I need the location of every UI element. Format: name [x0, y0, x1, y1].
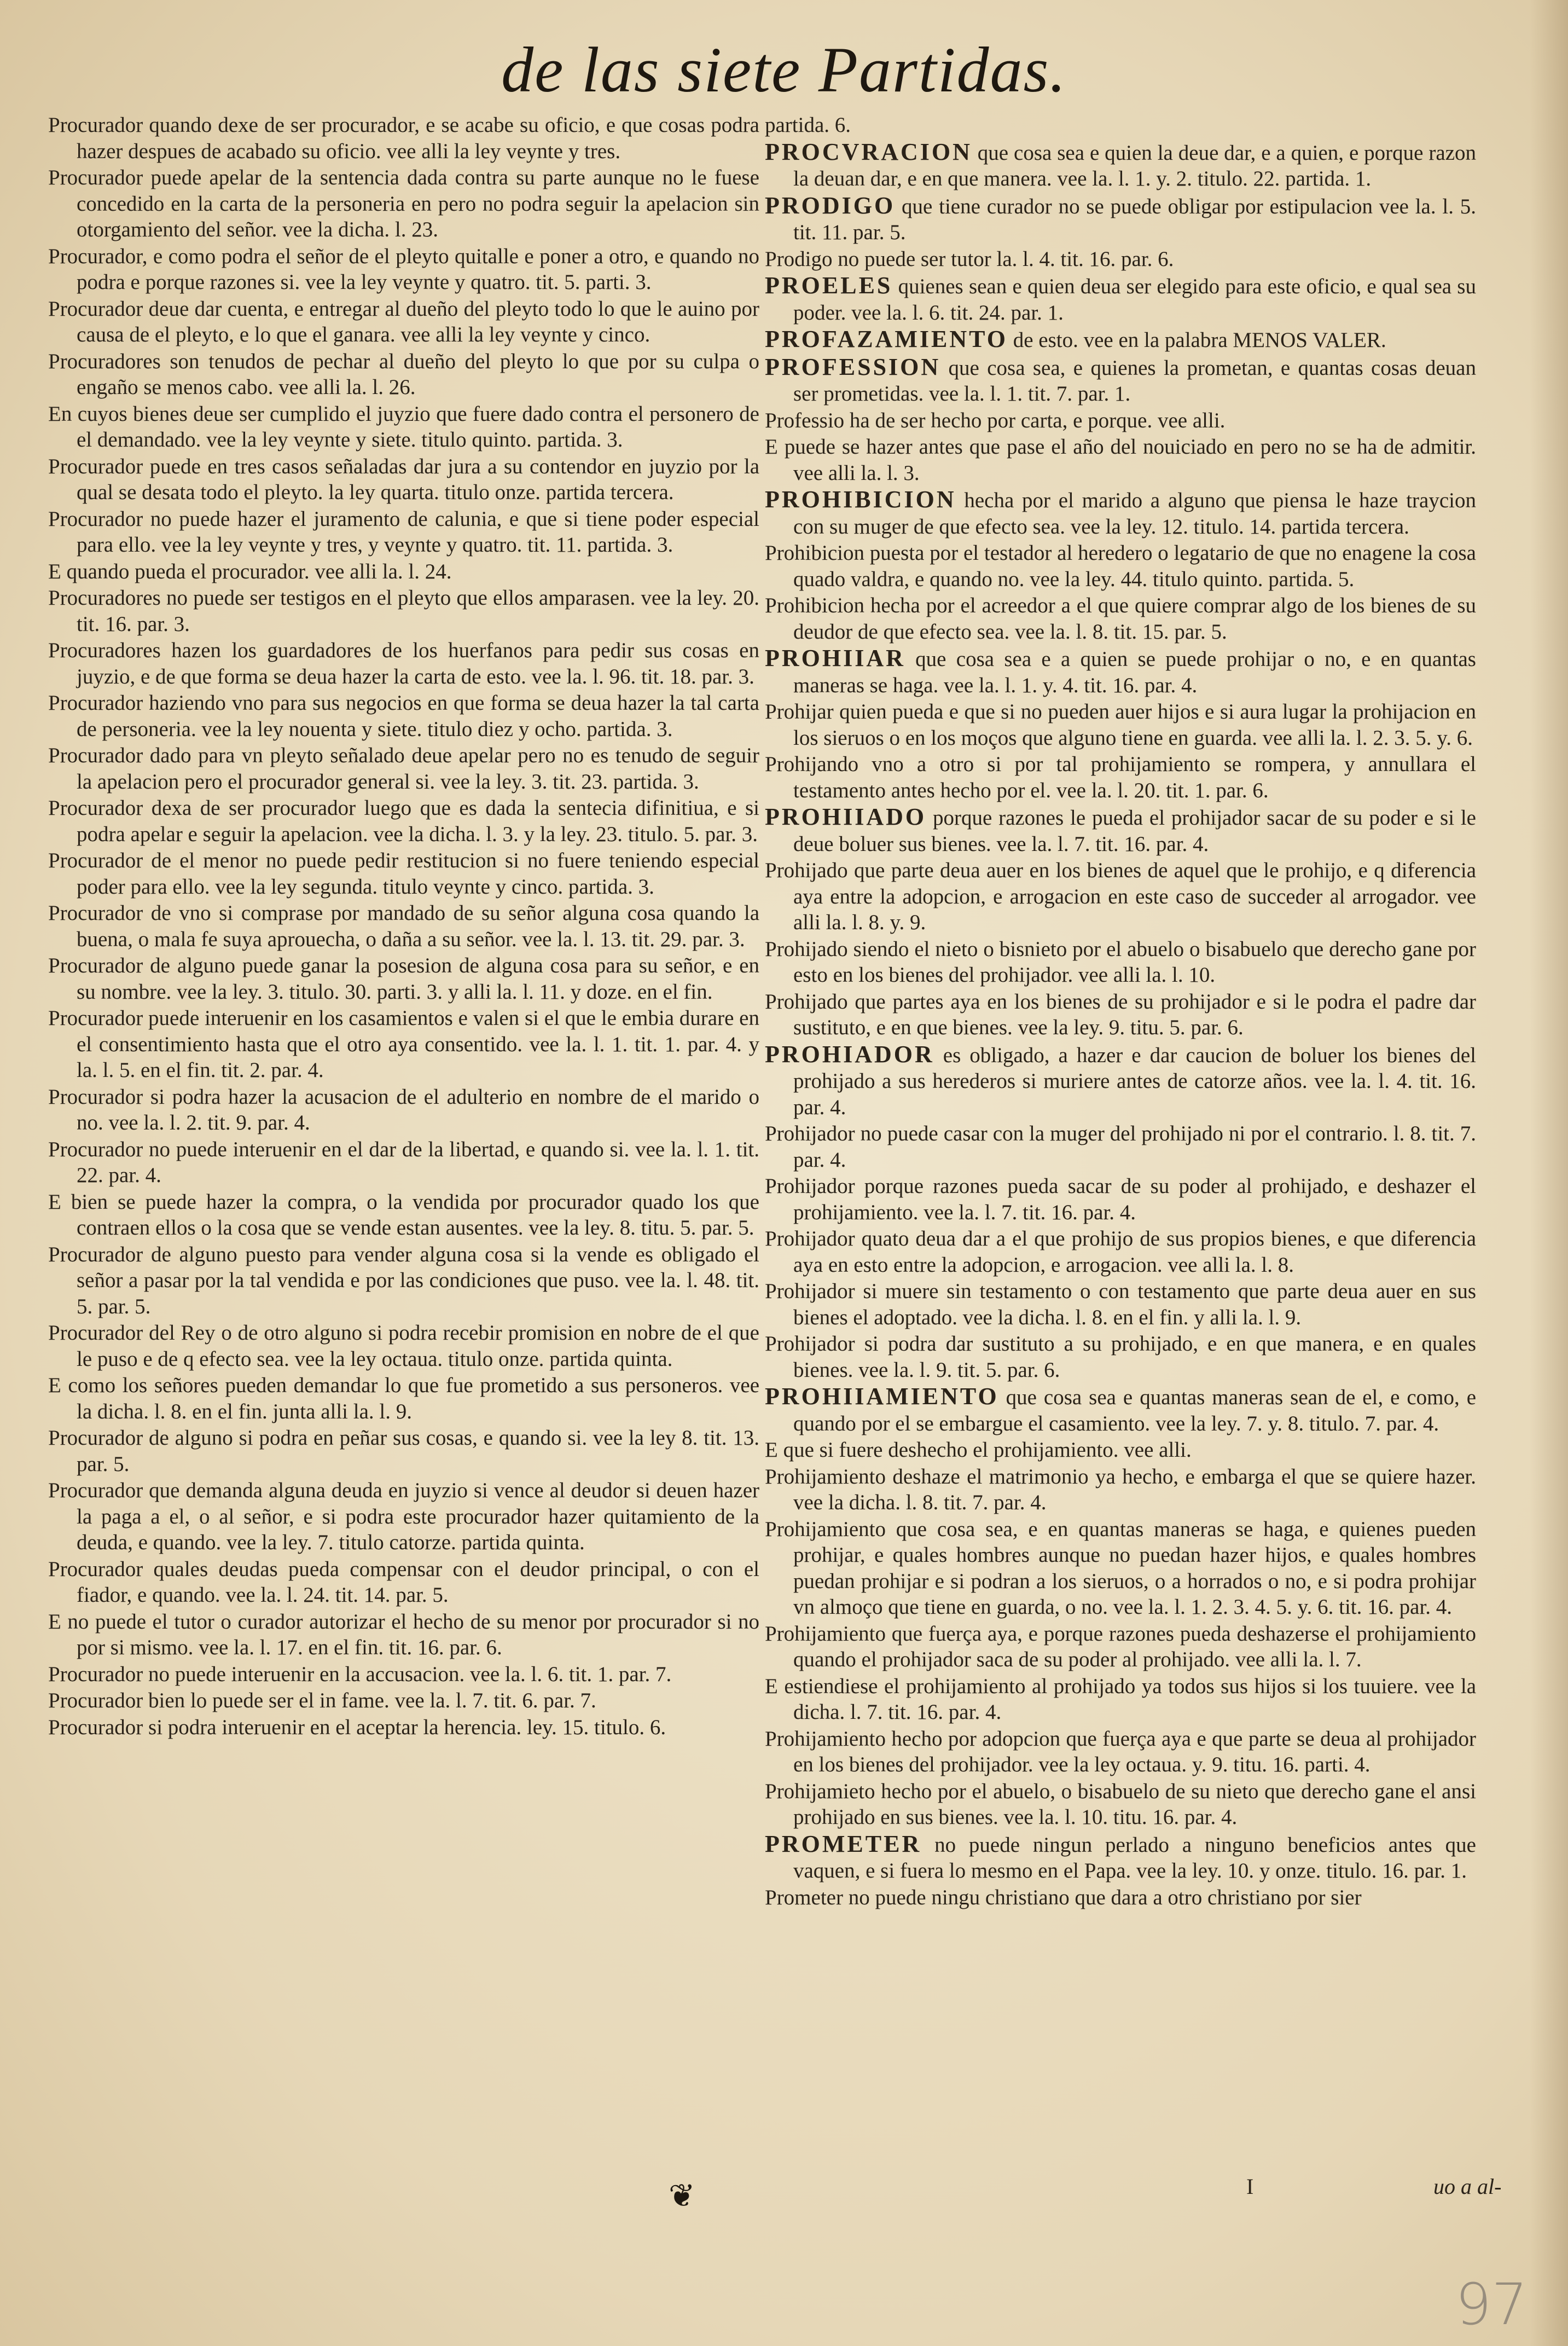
entry-text: que cosa sea e a quien se puede prohijar o no, e en quantas maneras se haga. vee la. l. 1. y. 4. tit. 16. par. 4. [793, 647, 1476, 697]
index-entry: Procurador que demanda alguna deuda en juyzio si vence al deudor si deuen hazer la paga a el, o al señor, e si podra este procurador hazer quitamiento de la deuda, e quando. vee la ley. 7. titulo catorze. partida quinta. [48, 1479, 759, 1554]
index-entry: Procurador bien lo puede ser el in fame. vee la. l. 7. tit. 6. par. 7. [48, 1689, 596, 1712]
index-entry [765, 989, 1476, 1041]
index-entry: Procurador de alguno si podra en peñar sus cosas, e quando si. vee la ley 8. tit. 13. par. 5. [48, 1426, 759, 1476]
index-entry [765, 1673, 1476, 1725]
index-entry: Procuradores son tenudos de pechar al dueño del pleyto lo que por su culpa o engaño se menos cabo. vee alli la. l. 26. [48, 349, 759, 399]
entry-text: Prohijador si muere sin testamento o con testamento que parte deua auer en sus bienes el adoptado. vee la dicha. l. 8. en el fin. y alli la. l. 9. [765, 1279, 1476, 1329]
entry-text: Prohijador quato deua dar a el que prohijo de sus propios bienes, e que diferencia aya en esto entre la adopcion, e arrogacion. vee alli la. l. 8. [765, 1227, 1476, 1277]
index-entry [765, 354, 1476, 407]
index-entry: Procurador, e como podra el señor de el pleyto quitalle e poner a otro, e quando no podra e porque razones si. vee la ley veynte y quatro. tit. 5. parti. 3. [48, 244, 759, 294]
entry-headword: PROCVRACION [765, 138, 972, 165]
entry-text: Prohijado siendo el nieto o bisnieto por el abuelo o bisabuelo que derecho gane por esto en los bienes del prohijador. vee alli la. l. 10. [765, 937, 1476, 987]
index-entry [765, 593, 1476, 645]
entry-text: E puede se hazer antes que pase el año del nouiciado en pero no se ha de admitir. vee alli la. l. 3. [765, 435, 1476, 485]
index-entry: E bien se puede hazer la compra, o la vendida por procurador quado los que contraen ellos o la cosa que se vende estan ausentes. vee la ley. 8. titu. 5. par. 5. [48, 1190, 759, 1239]
right-column [765, 112, 1476, 2181]
index-entry: Procurador quando dexe de ser procurador, e se acabe su oficio, e que cosas podra hazer despues de acabado su oficio. vee alli la ley veynte y tres. [48, 113, 759, 163]
entry-text: Prohijamiento que fuerça aya, e porque razones pueda deshazerse el prohijamiento quando el prohijador saca de su poder al prohijado. vee alli la. l. 7. [765, 1621, 1476, 1671]
left-column [48, 112, 759, 2181]
index-entry [765, 858, 1476, 936]
entry-text: Prohijar quien pueda e que si no pueden auer hijos e si aura lugar la prohijacion en los sieruos o en los moços que alguno tiene en guarda. vee alli la. l. 2. 3. 5. y. 6. [765, 700, 1476, 750]
entry-headword: PRODIGO [765, 192, 896, 219]
entry-headword: PROHIIAR [765, 645, 905, 671]
index-entry: Procurador no puede interuenir en la accusacion. vee la. l. 6. tit. 1. par. 7. [48, 1662, 672, 1686]
entry-text: porque razones le pueda el prohijador sacar de su poder e si le deue boluer sus bienes. vee la. l. 7. tit. 16. par. 4. [793, 806, 1476, 856]
entry-text: Prohibicion puesta por el testador al heredero o legatario de que no enagene la cosa quado valdra, e quando no. vee la ley. 44. titulo quinto. partida. 5. [765, 541, 1476, 591]
entry-headword: PROHIIADO [765, 803, 927, 830]
index-entry [765, 1437, 1476, 1463]
entry-text: Prohijamiento deshaze el matrimonio ya hecho, e embarga el que se quiere hazer. vee la dicha. l. 8. tit. 7. par. 4. [765, 1464, 1476, 1514]
index-entry [765, 1278, 1476, 1330]
entry-headword: PROHIADOR [765, 1040, 934, 1068]
entry-text: que cosa sea e quien la deue dar, e a quien, e porque razon la deuan dar, e en que manera. vee la. l. 1. y. 2. titulo. 22. partida. 1. [793, 141, 1476, 190]
index-entry: E no puede el tutor o curador autorizar el hecho de su menor por procurador si no por si mismo. vee la. l. 17. en el fin. tit. 16. par. 6. [48, 1609, 759, 1659]
index-entry [765, 1383, 1476, 1436]
index-entry [765, 139, 1476, 192]
index-entry: En cuyos bienes deue ser cumplido el juyzio que fuere dado contra el personero de el demandado. vee la ley veynte y siete. titulo quinto. partida. 3. [48, 402, 759, 451]
index-entry: Procurador puede interuenir en los casamientos e valen si el que le embia durare en el consentimiento hasta que el otro aya consentido. vee la. l. 1. tit. 1. par. 4. y la. l. 5. en el fin. tit. 2. par. 4. [48, 1006, 759, 1082]
index-entry [765, 193, 1476, 246]
entry-text: Professio ha de ser hecho por carta, e porque. vee alli. [765, 408, 1226, 432]
index-entry [765, 645, 1476, 698]
index-entry [765, 486, 1476, 540]
entry-text: de esto. vee en la palabra MENOS VALER. [1007, 328, 1386, 352]
index-entry: Procurador quales deudas pueda compensar con el deudor principal, o con el fiador, e quando. vee la. l. 24. tit. 14. par. 5. [48, 1557, 759, 1607]
entry-text: que tiene curador no se puede obligar por estipulacion vee la. l. 5. tit. 11. par. 5. [793, 194, 1476, 244]
index-entry [765, 1121, 1476, 1173]
entry-text: Prodigo no puede ser tutor la. l. 4. tit. 16. par. 6. [765, 247, 1174, 271]
entry-text: E estiendiese el prohijamiento al prohijado ya todos sus hijos si los tuuiere. vee la dicha. l. 7. tit. 16. par. 4. [765, 1674, 1476, 1724]
index-entry [765, 699, 1476, 751]
entry-headword: PROFAZAMIENTO [765, 326, 1008, 352]
index-entry [765, 1621, 1476, 1673]
entry-text: Prohijador no puede casar con la muger del prohijado ni por el contrario. l. 8. tit. 7. par. 4. [765, 1122, 1476, 1172]
handwritten-folio-number: 97 [1455, 2271, 1528, 2338]
entry-text: que cosa sea, e quienes la prometan, e quantas cosas deuan ser prometidas. vee la. l. 1. tit. 7. par. 1. [793, 356, 1476, 406]
index-entry: Procurador haziendo vno para sus negocios en que forma se deua hazer la tal carta de personeria. vee la ley nouenta y siete. titulo diez y ocho. partida. 3. [48, 691, 759, 741]
index-entry [765, 804, 1476, 857]
entry-text: partida. 6. [765, 113, 851, 137]
entry-headword: PROMETER [765, 1830, 922, 1857]
entry-text: Prohijamiento que cosa sea, e en quantas maneras se haga, e quienes pueden prohijar, e quales hombres aunque no puedan hazer hijos, e quales hombres puedan prohijar e si podran a los sieruos, o a horrados o no, e si podra prohijar vn almoço que tiene en guarda, o no. vee la. l. 1. 2. 3. 4. 5. y. 6. tit. 16. par. 4. [765, 1517, 1476, 1619]
index-entry [765, 273, 1476, 326]
entry-text: quienes sean e quien deua ser elegido para este oficio, e qual sea su poder. vee la. l. 6. tit. 24. par. 1. [793, 275, 1476, 325]
index-entry: Procurador de alguno puede ganar la posesion de alguna cosa para su señor, e en su nombre. vee la ley. 3. titulo. 30. parti. 3. y alli la. l. 11. y doze. en el fin. [48, 954, 759, 1004]
index-entry [765, 246, 1476, 273]
entry-headword: PROHIBICION [765, 486, 956, 513]
index-entry: E quando pueda el procurador. vee alli la. l. 24. [48, 559, 452, 583]
index-entry: Procurador dexa de ser procurador luego que es dada la sentecia difinitiua, e si podra apelar e seguir la apelacion. vee la dicha. l. 3. y la ley. 23. titulo. 5. par. 3. [48, 796, 759, 846]
index-entry: Procurador de vno si comprase por mandado de su señor alguna cosa quando la buena, o mala fe suya aprouecha, o daña a su señor. vee la. l. 13. tit. 29. par. 3. [48, 901, 759, 951]
entry-text: Prohibicion hecha por el acreedor a el que quiere comprar algo de los bienes de su deudor de que efecto sea. vee la. l. 8. tit. 15. par. 5. [765, 594, 1476, 644]
page-edge-shadow [1530, 0, 1568, 2346]
index-entry: Procurador no puede interuenir en el dar de la libertad, e quando si. vee la. l. 1. tit. 22. par. 4. [48, 1137, 759, 1187]
entry-text: que cosa sea e quantas maneras sean de el, e como, e quando por el se embargue el casamiento. vee la ley. 7. y. 8. titulo. 7. par. 4. [793, 1386, 1476, 1435]
entry-text: Prohijamiento hecho por adopcion que fuerça aya e que parte se deua al prohijador en los bienes del prohijador. vee la ley octaua. y. 9. titu. 16. parti. 4. [765, 1727, 1476, 1776]
index-entry [765, 1885, 1476, 1911]
entry-text: Prohijado que partes aya en los bienes de su prohijador e si le podra el padre dar sustituto, e en que bienes. vee la ley. 9. titu. 5. par. 6. [765, 989, 1476, 1039]
index-entry: Procurador dado para vn pleyto señalado deue apelar pero no es tenudo de seguir la apelacion pero el procurador general si. vee la ley. 3. tit. 23. partida. 3. [48, 744, 759, 793]
index-entry [765, 751, 1476, 803]
index-entry: Procurador si podra hazer la acusacion de el adulterio en nombre de el marido o no. vee la. l. 2. tit. 9. par. 4. [48, 1085, 759, 1134]
index-entry [765, 1516, 1476, 1620]
catchword: uo a al- [1433, 2174, 1502, 2199]
index-entry [765, 112, 1476, 138]
index-entry [765, 1041, 1476, 1121]
entry-text: E que si fuere deshecho el prohijamiento. vee alli. [765, 1438, 1192, 1462]
index-entry: Procurador de alguno puesto para vender alguna cosa si la vende es obligado el señor a pasar por la tal vendida e por las condiciones que puso. vee la. l. 48. tit. 5. par. 5. [48, 1242, 759, 1318]
index-entry [765, 540, 1476, 592]
index-entry [765, 408, 1476, 434]
index-entry: Procurador de el menor no puede pedir restitucion si no fuere teniendo especial poder para ello. vee la ley segunda. titulo veynte y cinco. partida. 3. [48, 849, 759, 899]
entry-text: no puede ningun perlado a ninguno beneficios antes que vaquen, e si fuera lo mesmo en el Papa. vee la ley. 10. y onze. titulo. 16. par. 1. [793, 1833, 1476, 1882]
entry-headword: PROELES [765, 272, 893, 299]
index-entry: Procurador puede en tres casos señaladas dar jura a su contendor en juyzio por la qual se desata todo el pleyto. la ley quarta. titulo onze. partida tercera. [48, 454, 759, 504]
index-entry [765, 936, 1476, 988]
index-entry: E como los señores pueden demandar lo que fue prometido a sus personeros. vee la dicha. l. 8. en el fin. junta alli la. l. 9. [48, 1374, 759, 1423]
entry-text: Prohijado que parte deua auer en los bienes de aquel que le prohijo, e q diferencia aya entre la adopcion, e arrogacion en este caso de succeder al arrogador. vee alli la. l. 8. y. 9. [765, 859, 1476, 934]
entry-headword: PROHIIAMIENTO [765, 1383, 999, 1410]
index-entry: Procuradores no puede ser testigos en el pleyto que ellos amparasen. vee la ley. 20. tit. 16. par. 3. [48, 586, 759, 636]
entry-headword: PROFESSION [765, 353, 941, 380]
entry-text: Prohijador porque razones pueda sacar de su poder al prohijado, e deshazer el prohijamiento. vee la. l. 7. tit. 16. par. 4. [765, 1174, 1476, 1224]
index-entry [765, 1831, 1476, 1884]
index-entry: Procurador si podra interuenir en el aceptar la herencia. ley. 15. titulo. 6. [48, 1715, 666, 1739]
index-entry [765, 1331, 1476, 1383]
entry-text: Prohijando vno a otro si por tal prohijamiento se rompera, y annullara el testamento antes hecho por el. vee la. l. 20. tit. 1. par. 6. [765, 752, 1476, 802]
index-entry: Procurador deue dar cuenta, e entregar al dueño del pleyto todo lo que le auino por causa de el pleyto, e lo que el ganara. vee alli la ley veynte y cinco. [48, 297, 759, 346]
index-entry [765, 1779, 1476, 1831]
index-entry [765, 1464, 1476, 1516]
entry-text: Prohijamieto hecho por el abuelo, o bisabuelo de su nieto que derecho gane el ansi prohijado en sus bienes. vee la. l. 10. titu. 16. par. 4. [765, 1779, 1476, 1829]
index-entry [765, 1173, 1476, 1225]
index-entry: Procuradores hazen los guardadores de los huerfanos para pedir sus cosas en juyzio, e de que forma se deua hazer la carta de esto. vee la. l. 96. tit. 18. par. 3. [48, 639, 759, 688]
index-entry [765, 434, 1476, 486]
fleuron-ornament: ❦ [669, 2178, 695, 2214]
entry-text: hecha por el marido a alguno que piensa le haze traycion con su muger de que efecto sea. vee la ley. 12. titulo. 14. partida tercera. [793, 489, 1476, 538]
index-entry: Procurador del Rey o de otro alguno si podra recebir promision en nobre de el que le puso e de q efecto sea. vee la ley octaua. titulo onze. partida quinta. [48, 1321, 759, 1371]
index-entry [765, 1726, 1476, 1778]
signature-mark: I [1246, 2174, 1254, 2199]
running-header: de las siete Partidas. [501, 34, 1067, 106]
entry-text: Prohijador si podra dar sustituto a su prohijado, e en que manera, e en quales bienes. vee la. l. 9. tit. 5. par. 6. [765, 1332, 1476, 1382]
index-entry [765, 1226, 1476, 1278]
index-entry: Procurador no puede hazer el juramento de calunia, e que si tiene poder especial para ello. vee la ley veynte y tres, y veynte y quatro. tit. 11. partida. 3. [48, 507, 759, 557]
index-entry: Procurador puede apelar de la sentencia dada contra su parte aunque no le fuese concedido en la carta de la personeria en pero no podra seguir la apelacion sin otorgamiento del señor. vee la dicha. l. 23. [48, 166, 759, 241]
entry-text: Prometer no puede ningu christiano que dara a otro christiano por sier [765, 1885, 1362, 1909]
index-entry [765, 326, 1476, 354]
entry-text: es obligado, a hazer e dar caucion de boluer los bienes del prohijado a sus herederos si muriere antes de catorze años. vee la. l. 4. tit. 16. par. 4. [793, 1043, 1476, 1119]
